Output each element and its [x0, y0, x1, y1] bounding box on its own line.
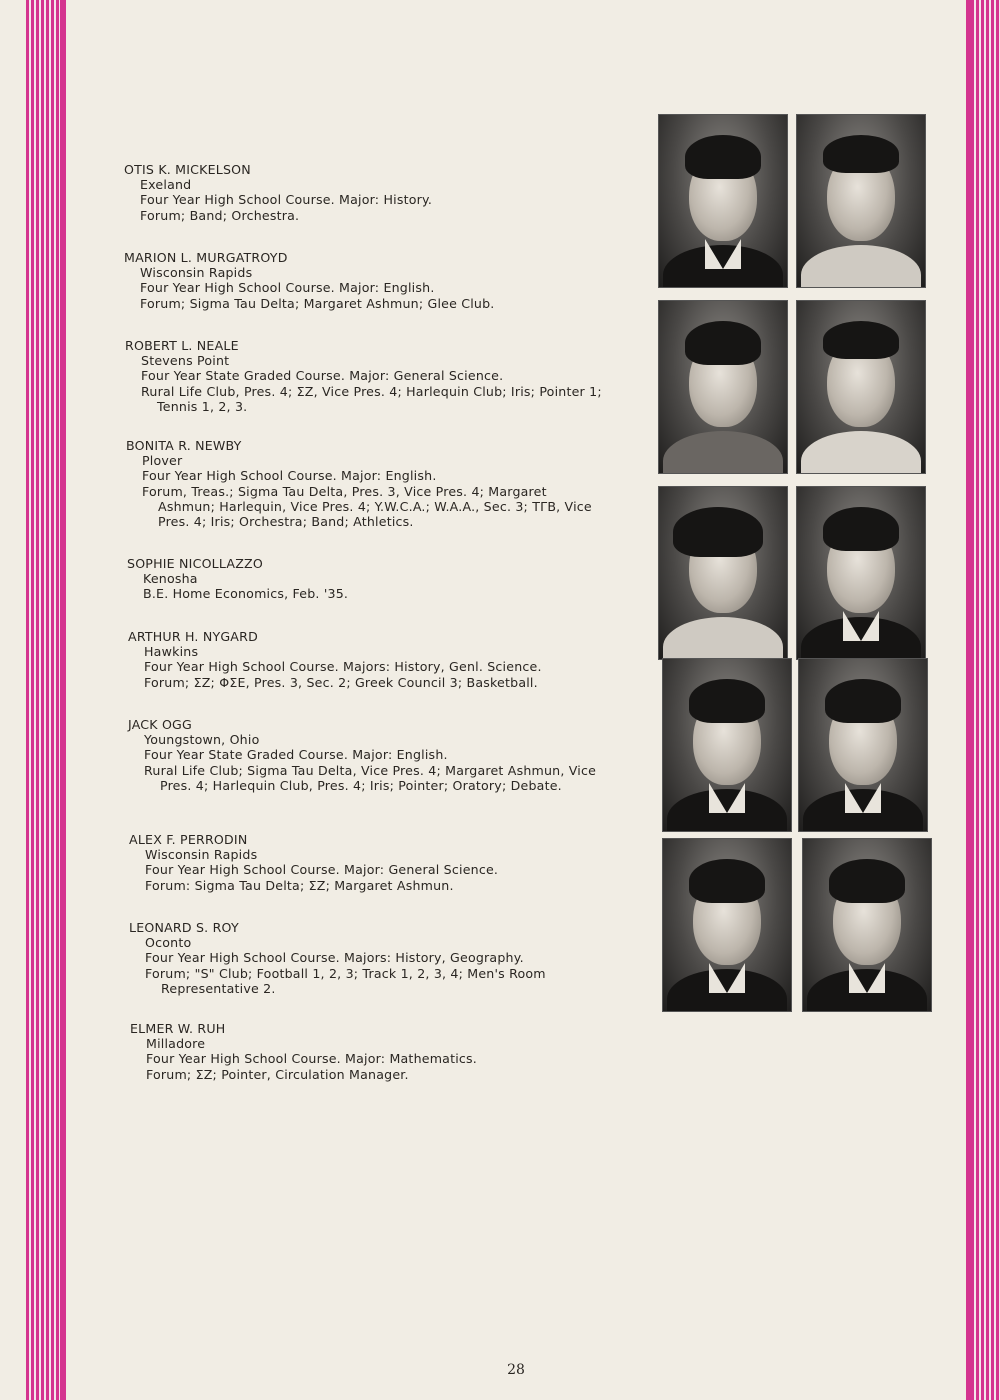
student-hometown: Wisconsin Rapids [140, 265, 253, 281]
student-activities: Rural Life Club; Sigma Tau Delta, Vice Pres. 4; Margaret Ashmun, Vice Pres. 4; Harlequin Club, Pres. 4; Iris; Pointer; Oratory; Debate. [144, 762, 597, 793]
student-course: Four Year State Graded Course. Major: General Science. [141, 368, 504, 384]
left-decorative-border [26, 0, 66, 1400]
student-name: LEONARD S. ROY [129, 920, 239, 935]
student-name: ALEX F. PERRODIN [129, 832, 248, 847]
student-course: Four Year High School Course. Major: General Science. [145, 862, 499, 878]
student-hometown: Kenosha [143, 571, 198, 587]
student-activities: Forum, Treas.; Sigma Tau Delta, Pres. 3, Vice Pres. 4; Margaret Ashmun; Harlequin, Vice Pres. 4; Y.W.C.A.; W.A.A., Sec. 3; TΓB, Vice Pres. 4; Iris; Orchestra; Band; Athletics. [142, 483, 592, 530]
student-name: BONITA R. NEWBY [126, 438, 242, 453]
student-name: ARTHUR H. NYGARD [128, 629, 258, 644]
student-course: Four Year High School Course. Major: English. [142, 468, 437, 484]
student-activities: Forum; "S" Club; Football 1, 2, 3; Track 1, 2, 3, 4; Men's Room Representative 2. [145, 965, 546, 996]
portrait-photo [796, 300, 926, 474]
student-entry [127, 556, 607, 602]
student-hometown: Hawkins [144, 644, 199, 660]
student-activities: Rural Life Club, Pres. 4; ΣZ, Vice Pres. 4; Harlequin Club; Iris; Pointer 1; Tennis 1, 2, 3. [141, 383, 602, 414]
student-activities: Forum; ΣZ; ΦΣE, Pres. 3, Sec. 2; Greek Council 3; Basketball. [144, 674, 538, 690]
student-hometown: Wisconsin Rapids [145, 847, 258, 863]
student-name: MARION L. MURGATROYD [124, 250, 288, 265]
student-hometown: Exeland [140, 177, 192, 193]
student-hometown: Milladore [146, 1036, 206, 1052]
portrait-photo [658, 300, 788, 474]
portrait-photo [658, 114, 788, 288]
student-entry [128, 717, 608, 793]
student-course: B.E. Home Economics, Feb. '35. [143, 586, 349, 602]
student-entry [129, 920, 609, 996]
student-entry [128, 629, 608, 690]
student-activities: Forum: Sigma Tau Delta; ΣZ; Margaret Ashmun. [145, 877, 454, 893]
page-number: 28 [507, 1362, 525, 1378]
student-activities: Forum; Band; Orchestra. [140, 207, 300, 223]
student-course: Four Year High School Course. Majors: History, Genl. Science. [144, 659, 542, 675]
student-name: ROBERT L. NEALE [125, 338, 239, 353]
student-course: Four Year High School Course. Major: History. [140, 192, 433, 208]
student-entry [124, 250, 604, 311]
student-hometown: Youngstown, Ohio [144, 732, 260, 748]
right-decorative-border [966, 0, 1000, 1400]
student-activities: Forum; ΣZ; Pointer, Circulation Manager. [146, 1066, 409, 1082]
student-course: Four Year High School Course. Majors: History, Geography. [145, 950, 524, 966]
student-name: SOPHIE NICOLLAZZO [127, 556, 263, 571]
student-hometown: Oconto [145, 935, 192, 951]
student-entry [129, 832, 609, 893]
student-name: JACK OGG [128, 717, 192, 732]
student-hometown: Plover [142, 453, 183, 469]
portrait-photo [662, 658, 792, 832]
student-entry [126, 438, 606, 529]
portrait-photo [662, 838, 792, 1012]
student-entry [124, 162, 604, 223]
student-activities: Forum; Sigma Tau Delta; Margaret Ashmun; Glee Club. [140, 295, 495, 311]
student-name: ELMER W. RUH [130, 1021, 226, 1036]
student-hometown: Stevens Point [141, 353, 230, 369]
portrait-photo [796, 114, 926, 288]
portrait-photo [658, 486, 788, 660]
student-course: Four Year High School Course. Major: English. [140, 280, 435, 296]
student-name: OTIS K. MICKELSON [124, 162, 251, 177]
student-course: Four Year State Graded Course. Major: English. [144, 747, 448, 763]
portrait-photo [798, 658, 928, 832]
student-entry [130, 1021, 610, 1082]
portrait-photo [796, 486, 926, 660]
student-course: Four Year High School Course. Major: Mathematics. [146, 1051, 478, 1067]
student-entry [125, 338, 605, 414]
portrait-photo [802, 838, 932, 1012]
